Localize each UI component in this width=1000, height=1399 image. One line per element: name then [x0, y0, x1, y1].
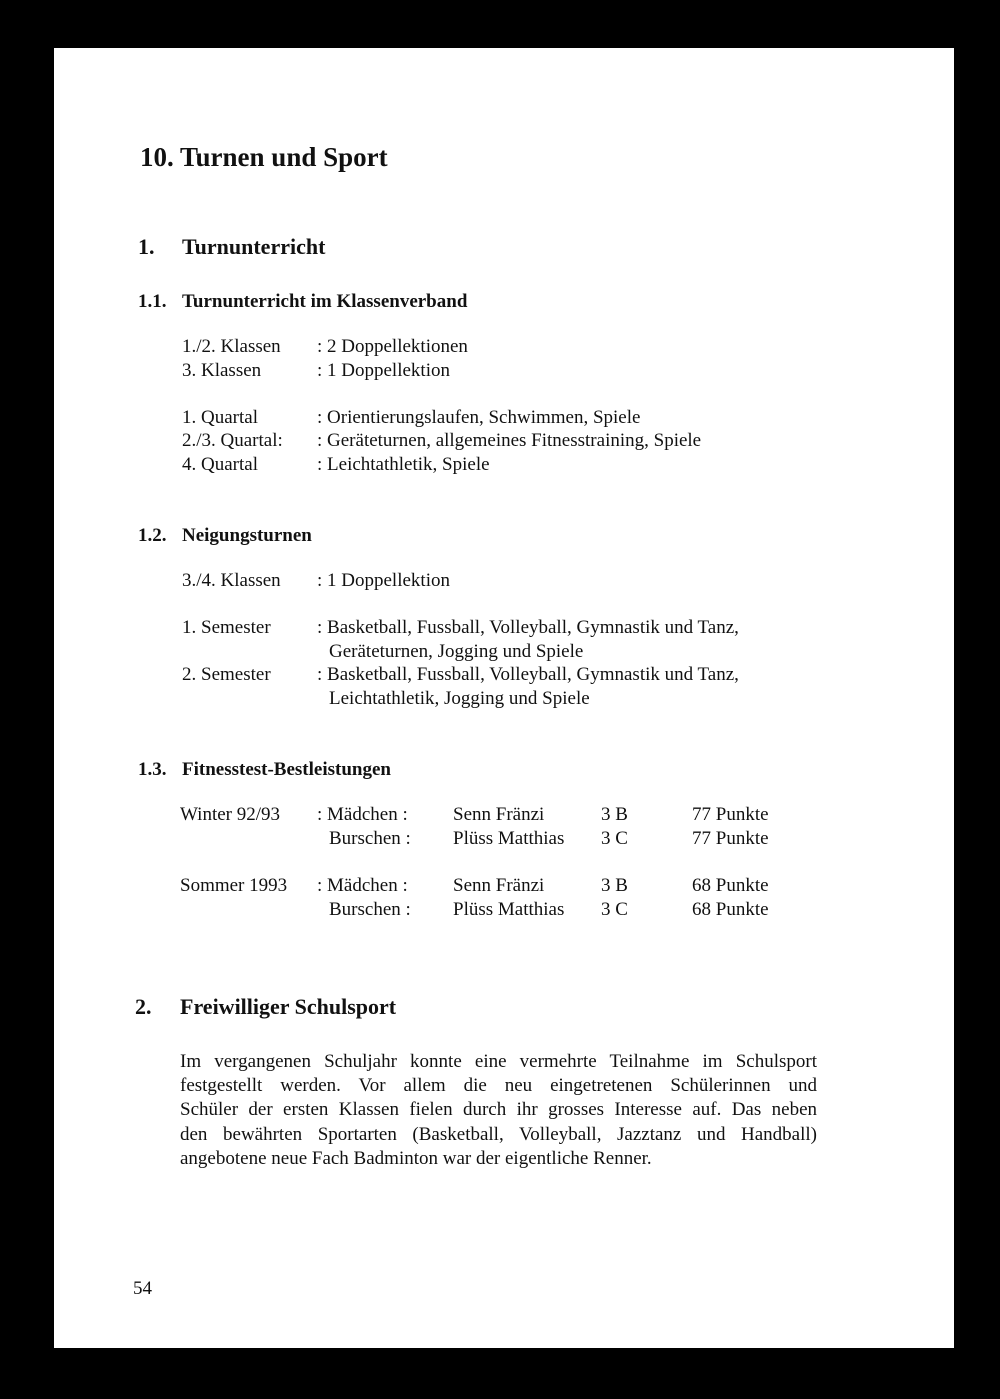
paragraph-line: Schüler der ersten Klassen fielen durch ihr grosses Interesse auf. Das neben	[180, 1099, 817, 1121]
paragraph-line: den bewährten Sportarten (Basketball, Volleyball, Jazztanz und Handball)	[180, 1123, 817, 1145]
results-name: Senn Fränzi	[453, 875, 545, 896]
section-1-2-number: 1.2.	[138, 525, 167, 546]
results-points: 77 Punkte	[692, 804, 769, 825]
quarter-label: 4. Quartal	[182, 454, 258, 475]
quarter-label: 2./3. Quartal:	[182, 430, 283, 451]
quarter-label: 1. Quartal	[182, 407, 258, 428]
results-points: 68 Punkte	[692, 899, 769, 920]
chapter-title: 10. Turnen und Sport	[140, 142, 388, 172]
paragraph-line: festgestellt werden. Vor allem die neu eingetretenen Schülerinnen und	[180, 1075, 817, 1097]
results-class: 3 B	[601, 804, 628, 825]
quarter-value: : Orientierungslaufen, Schwimmen, Spiele	[317, 407, 641, 428]
results-season: Sommer 1993	[180, 875, 288, 896]
semester-value: : Basketball, Fussball, Volleyball, Gymnastik und Tanz,	[317, 664, 739, 685]
classes-value: : 2 Doppellektionen	[317, 336, 468, 357]
semester-value-continued: Leichtathletik, Jogging und Spiele	[329, 688, 590, 709]
results-name: Plüss Matthias	[453, 899, 565, 920]
section-2-title: Freiwilliger Schulsport	[180, 994, 397, 1019]
page-number: 54	[133, 1278, 152, 1299]
quarter-value: : Geräteturnen, allgemeines Fitnesstraining, Spiele	[317, 430, 702, 451]
semester-value: : Basketball, Fussball, Volleyball, Gymnastik und Tanz,	[317, 617, 739, 638]
results-name: Senn Fränzi	[453, 804, 545, 825]
quarter-value: : Leichtathletik, Spiele	[317, 454, 490, 475]
document-page	[54, 48, 954, 1348]
classes-label: 3. Klassen	[182, 360, 262, 381]
paragraph-line: angebotene neue Fach Badminton war der eigentliche Renner.	[180, 1147, 652, 1169]
section-2-paragraph	[180, 1050, 817, 1171]
section-1-number: 1.	[138, 234, 155, 259]
section-1-1-number: 1.1.	[138, 291, 167, 312]
classes-label: 1./2. Klassen	[182, 336, 281, 357]
results-name: Plüss Matthias	[453, 828, 565, 849]
results-class: 3 C	[601, 899, 628, 920]
section-1-1-title: Turnunterricht im Klassenverband	[182, 291, 468, 312]
results-category: Burschen :	[329, 899, 411, 920]
semester-label: 2. Semester	[182, 664, 271, 685]
section-1-3-number: 1.3.	[138, 759, 167, 780]
section-2-number: 2.	[135, 994, 152, 1019]
classes-value: : 1 Doppellektion	[317, 360, 450, 381]
section-1-3-title: Fitnesstest-Bestleistungen	[182, 759, 391, 780]
section-1-title: Turnunterricht	[182, 234, 326, 259]
results-category: Burschen :	[329, 828, 411, 849]
section-1-2-title: Neigungsturnen	[182, 525, 312, 546]
results-category: : Mädchen :	[317, 804, 408, 825]
semester-label: 1. Semester	[182, 617, 271, 638]
semester-value-continued: Geräteturnen, Jogging und Spiele	[329, 641, 584, 662]
results-points: 68 Punkte	[692, 875, 769, 896]
classes-value: : 1 Doppellektion	[317, 570, 450, 591]
results-points: 77 Punkte	[692, 828, 769, 849]
results-category: : Mädchen :	[317, 875, 408, 896]
results-class: 3 C	[601, 828, 628, 849]
results-class: 3 B	[601, 875, 628, 896]
classes-label: 3./4. Klassen	[182, 570, 281, 591]
paragraph-line: Im vergangenen Schuljahr konnte eine vermehrte Teilnahme im Schulsport	[180, 1051, 817, 1072]
results-season: Winter 92/93	[180, 804, 281, 825]
